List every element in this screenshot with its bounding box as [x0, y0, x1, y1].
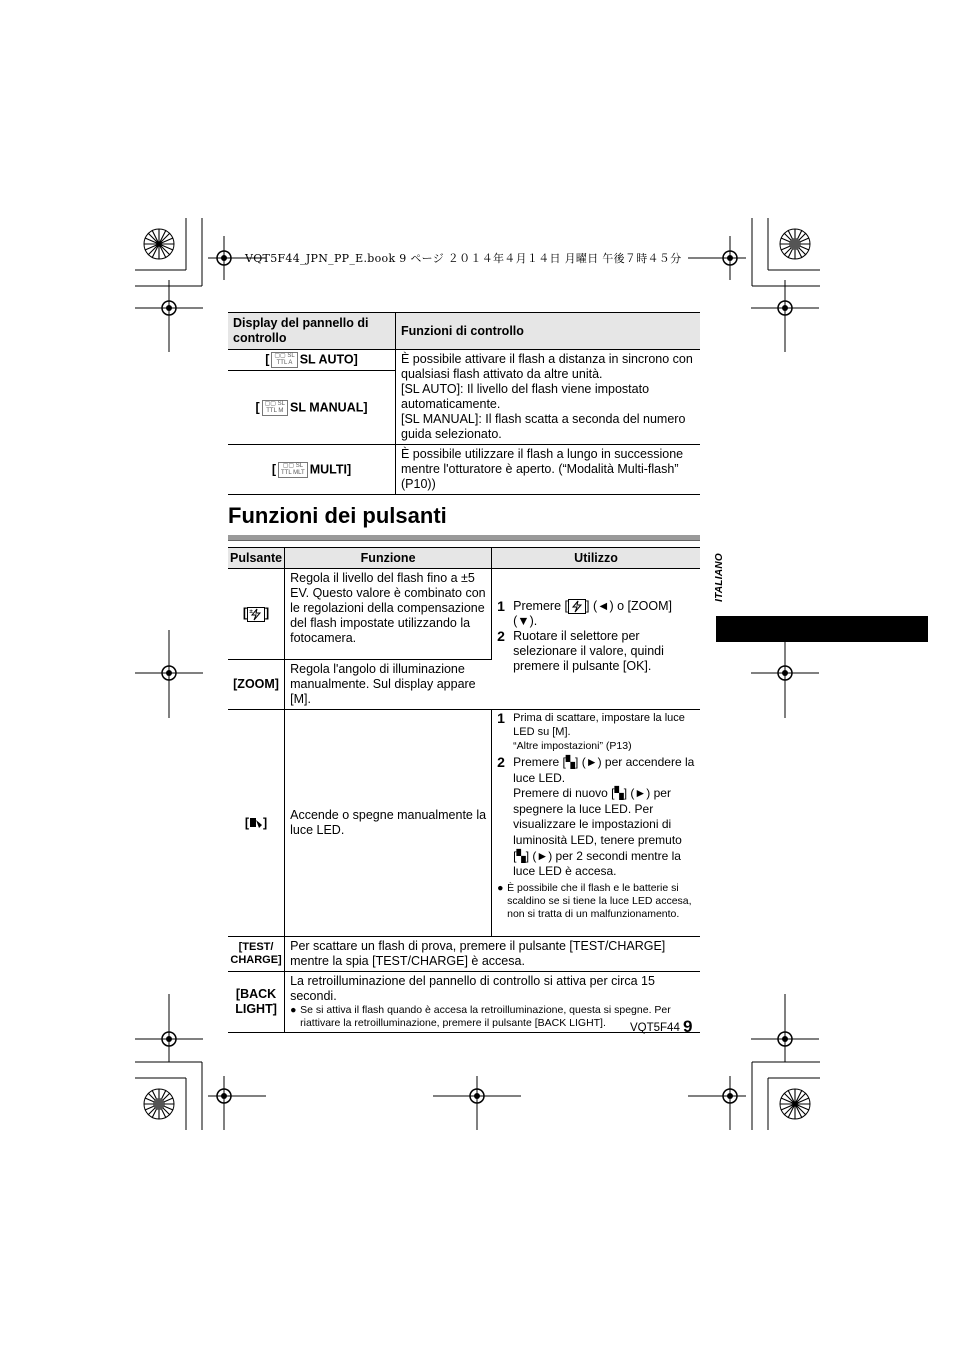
- sl-auto-icon: ▢▢ SL TTL A: [271, 352, 297, 368]
- table-row-sl-auto: [ ▢▢ SL TTL A SL AUTO]: [228, 350, 396, 371]
- column-header-function: Funzione: [285, 548, 492, 569]
- column-header-usage: Utilizzo: [492, 548, 700, 569]
- test-charge-function: Per scattare un flash di prova, premere il pulsante [TEST/CHARGE] mentre la spia [TEST/CHARGE] è accesa.: [285, 937, 700, 972]
- flash-level-button-cell: [ ± ]: [228, 569, 285, 660]
- language-tab-label: ITALIANO: [714, 553, 725, 602]
- led-light-icon: [249, 816, 263, 830]
- sl-auto-label: SL AUTO]: [299, 352, 358, 367]
- language-tab-bar: [716, 616, 928, 642]
- flash-level-usage: [492, 569, 700, 710]
- table-row-sl-manual: [ ▢▢ SL TTL M SL MANUAL]: [228, 371, 396, 445]
- flash-level-function: Regola il livello del flash fino a ±5 EV. Questo valore è combinato con le regolazioni della compensazione del flash impostate utilizzando la fotocamera.: [285, 569, 492, 660]
- sl-manual-icon: ▢▢ SL TTL M: [262, 400, 288, 416]
- led-usage-step-1: 1 Prima di scattare, impostare la luce LED su [M]. “Altre impostazioni” (P13): [497, 710, 685, 752]
- multi-icon: ▢▢ SL TTL MLT: [278, 462, 308, 478]
- print-header-line: VQT5F44_JPN_PP_E.book 9 ページ ２０１４年４月１４日 月曜日 午後７時４５分: [245, 252, 682, 265]
- back-light-note: ● Se si attiva il flash quando è accesa la retroilluminazione, questa si spegne. Per riattivare la retroilluminazione, premere il pulsante [BACK LIGHT].: [290, 1004, 671, 1029]
- back-light-function: La retroilluminazione del pannello di controllo si attiva per circa 15 secondi. ● Se si attiva il flash quando è accesa la retroilluminazione, questa si spegne. Per riattivare la retroilluminazione, premere il pulsante [BACK LIGHT].: [285, 972, 700, 1033]
- led-usage-note: ● È possibile che il flash e le batterie si scaldino se si tiene la luce LED accesa, non si tratta di un malfunzionamento.: [497, 881, 692, 920]
- section-title: Funzioni dei pulsanti: [228, 503, 447, 528]
- column-header-functions: Funzioni di controllo: [396, 313, 701, 350]
- flash-usage-step-2: 2 Ruotare il selettore per selezionare il valore, quindi premere il pulsante [OK].: [497, 628, 664, 674]
- flash-compensation-icon: [568, 599, 586, 614]
- led-button-label: ]: [263, 815, 268, 830]
- led-function: Accende o spegne manualmente la luce LED.: [285, 710, 492, 937]
- led-usage: [492, 710, 700, 937]
- column-header-display: Display del pannello di controllo: [228, 313, 396, 350]
- column-header-button: Pulsante: [228, 548, 285, 569]
- back-light-button-cell: [BACK LIGHT]: [228, 972, 285, 1033]
- test-charge-button-cell: [TEST/ CHARGE]: [228, 937, 285, 972]
- buttons-table: [228, 547, 700, 1033]
- led-button-cell: [ ]: [228, 710, 285, 937]
- footer-model-code: VQT5F44: [630, 1022, 680, 1034]
- zoom-function: Regola l'angolo di illuminazione manualmente. Sul display appare [M].: [285, 660, 492, 710]
- control-panel-table: [228, 312, 700, 495]
- multi-label: MULTI]: [309, 461, 352, 476]
- multi-description: È possibile utilizzare il flash a lungo in successione mentre l'otturatore è aperto. (“Modalità Multi-flash” (P10)): [396, 445, 701, 495]
- flash-compensation-icon: [247, 607, 265, 622]
- table-row-multi: [ ▢▢ SL TTL MLT MULTI]: [228, 445, 396, 495]
- page-number: 9: [683, 1017, 693, 1036]
- zoom-button-cell: [ZOOM]: [228, 660, 285, 710]
- led-usage-step-2: 2 Premere [▚] (►) per accendere la luce LED. Premere di nuovo [▚] (►) per spegnere la luce LED. Per visualizzare le impostazioni di luminosità LED, tenere premuto [▚] (►) per 2 secondi mentre la luce LED è accesa.: [497, 754, 695, 879]
- sl-manual-label: SL MANUAL]: [289, 399, 368, 414]
- flash-usage-step-1: 1 Premere [ ] (◄) o [ZOOM] (▼).: [497, 598, 672, 629]
- svg-text:±: ±: [249, 608, 254, 615]
- sl-description: È possibile attivare il flash a distanza in sincrono con qualsiasi flash attivato da altre unità. [SL AUTO]: Il livello del flash viene impostato automaticamente. [SL MANUAL]: Il flash scatta a seconda del numero guida selezionato.: [396, 350, 701, 445]
- flash-level-button-label: ]: [265, 606, 270, 621]
- title-rule: [228, 535, 700, 541]
